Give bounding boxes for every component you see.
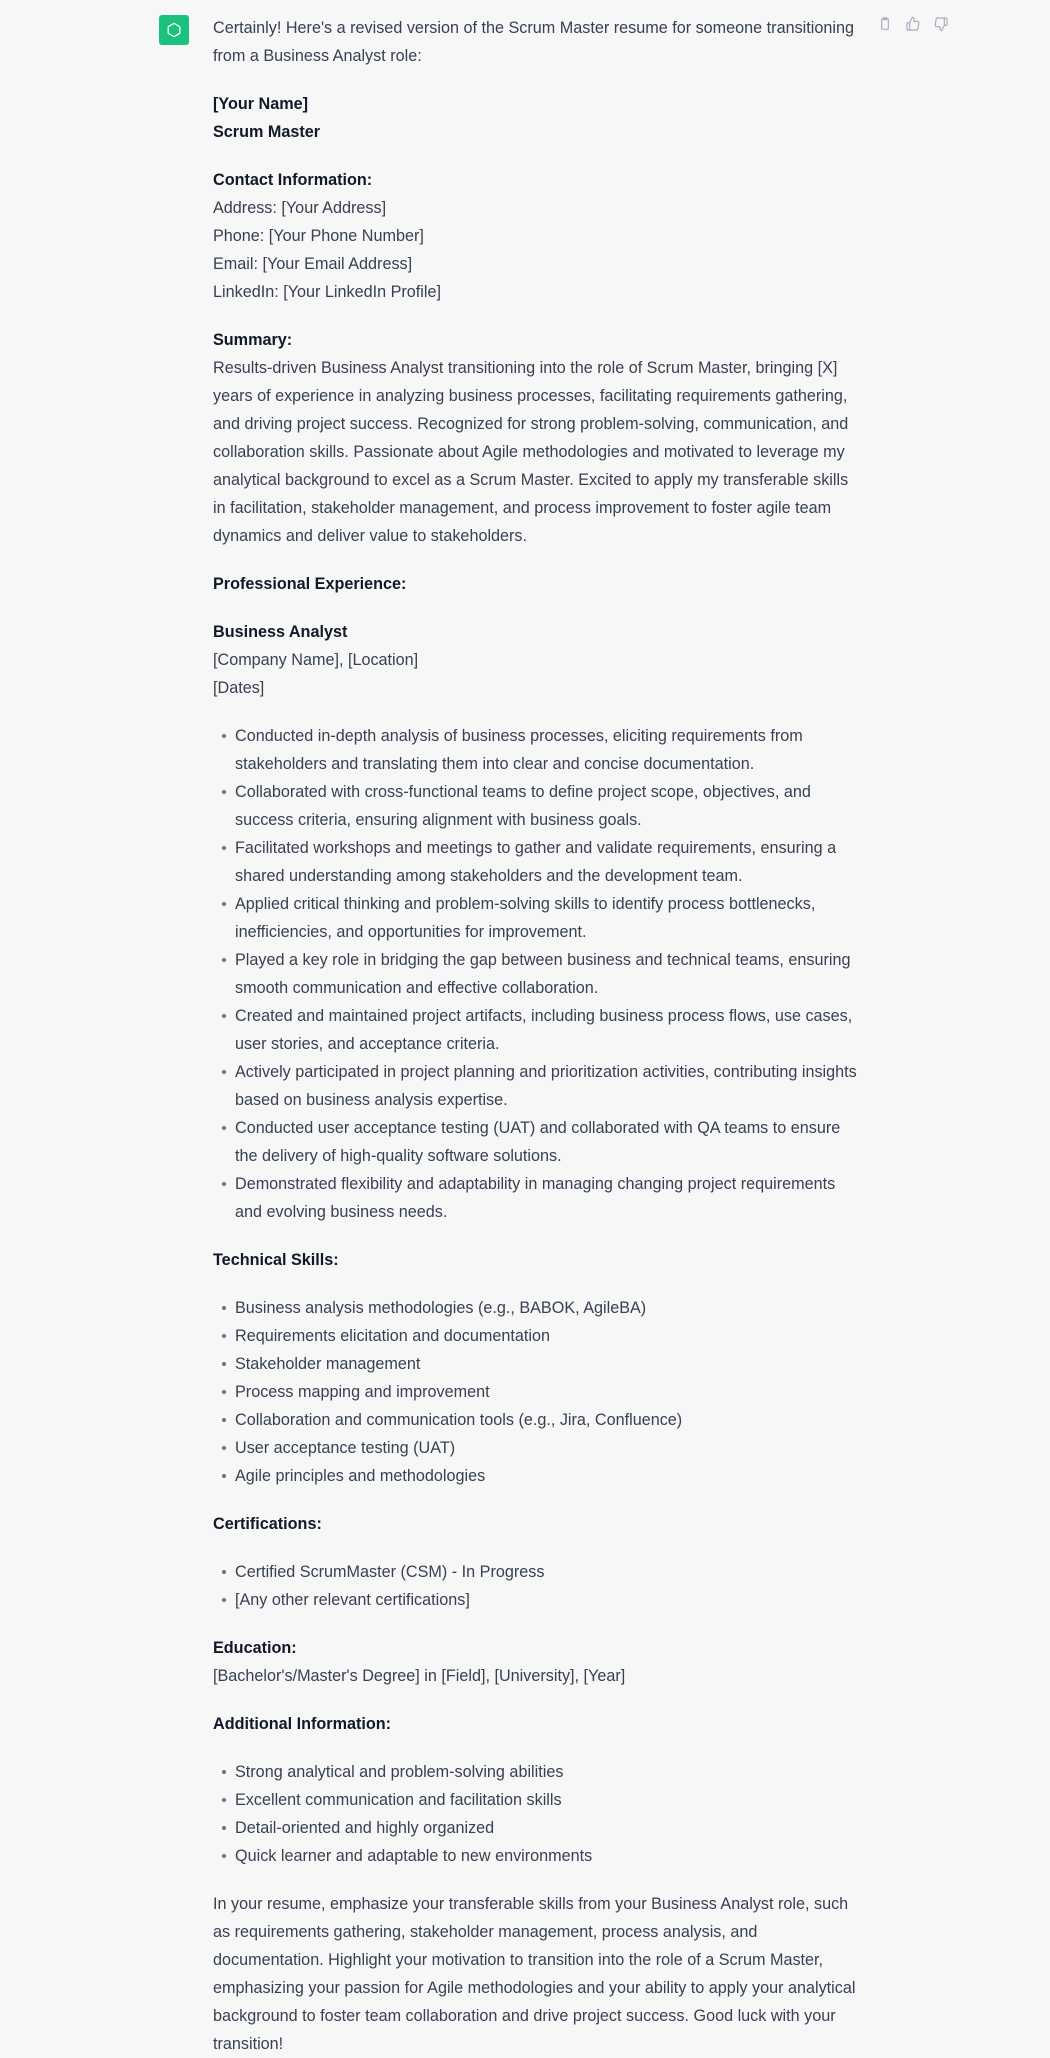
- experience-dates: [Dates]: [213, 679, 265, 697]
- skills-heading: Technical Skills:: [213, 1251, 339, 1269]
- list-item: Detail-oriented and highly organized: [235, 1814, 865, 1842]
- list-item: Certified ScrumMaster (CSM) - In Progress: [235, 1558, 865, 1586]
- skills-list: [213, 1294, 865, 1490]
- list-item: Facilitated workshops and meetings to gather and validate requirements, ensuring a shared understanding among stakeholders and the development team.: [235, 834, 865, 890]
- list-item: User acceptance testing (UAT): [235, 1434, 865, 1462]
- education-text: [Bachelor's/Master's Degree] in [Field], [University], [Year]: [213, 1667, 626, 1685]
- list-item: Excellent communication and facilitation skills: [235, 1786, 865, 1814]
- contact-address: Address: [Your Address]: [213, 199, 387, 217]
- list-item: Collaborated with cross-functional teams to define project scope, objectives, and success criteria, ensuring alignment with business goals.: [235, 778, 865, 834]
- additional-list: [213, 1758, 865, 1870]
- summary-heading: Summary:: [213, 331, 293, 349]
- message-content: [213, 14, 865, 2058]
- experience-company: [Company Name], [Location]: [213, 651, 419, 669]
- list-item: Strong analytical and problem-solving abilities: [235, 1758, 865, 1786]
- contact-linkedin: LinkedIn: [Your LinkedIn Profile]: [213, 283, 441, 301]
- list-item: Created and maintained project artifacts, including business process flows, use cases, user stories, and acceptance criteria.: [235, 1002, 865, 1058]
- contact-section: [213, 166, 865, 306]
- contact-phone: Phone: [Your Phone Number]: [213, 227, 424, 245]
- education-heading: Education:: [213, 1639, 297, 1657]
- list-item: Quick learner and adaptable to new environments: [235, 1842, 865, 1870]
- list-item: [Any other relevant certifications]: [235, 1586, 865, 1614]
- additional-heading: Additional Information:: [213, 1715, 392, 1733]
- contact-email: Email: [Your Email Address]: [213, 255, 413, 273]
- contact-heading: Contact Information:: [213, 171, 373, 189]
- list-item: Actively participated in project planning and prioritization activities, contributing insights based on business analysis expertise.: [235, 1058, 865, 1114]
- list-item: Requirements elicitation and documentation: [235, 1322, 865, 1350]
- list-item: Demonstrated flexibility and adaptability in managing changing project requirements and evolving business needs.: [235, 1170, 865, 1226]
- certifications-heading: Certifications:: [213, 1515, 322, 1533]
- list-item: Process mapping and improvement: [235, 1378, 865, 1406]
- resume-name: [Your Name]: [213, 95, 309, 113]
- experience-role: Business Analyst: [213, 623, 348, 641]
- list-item: Stakeholder management: [235, 1350, 865, 1378]
- openai-logo-icon: [159, 15, 189, 45]
- summary-text: Results-driven Business Analyst transitioning into the role of Scrum Master, bringing [X] years of experience in analyzing business processes, facilitating requirements gathering, and driving project success. Recognized for strong problem-solving, communication, and collaboration skills. Passionate about Agile methodologies and motivated to leverage my analytical background to excel as a Scrum Master. Excited to apply my transferable skills in facilitation, stakeholder management, and process improvement to foster agile team dynamics and deliver value to stakeholders.: [213, 359, 849, 545]
- list-item: Applied critical thinking and problem-solving skills to identify process bottlenecks, inefficiencies, and opportunities for improvement.: [235, 890, 865, 946]
- list-item: Played a key role in bridging the gap between business and technical teams, ensuring smooth communication and effective collaboration.: [235, 946, 865, 1002]
- closing-text: In your resume, emphasize your transferable skills from your Business Analyst role, such as requirements gathering, stakeholder management, process analysis, and documentation. Highlight your motivation to transition into the role of a Scrum Master, emphasizing your passion for Agile methodologies and your ability to apply your analytical background to foster team collaboration and drive project success. Good luck with your transition!: [213, 1895, 856, 2053]
- education-section: [213, 1634, 865, 1690]
- message-actions: [876, 15, 950, 33]
- list-item: Business analysis methodologies (e.g., BABOK, AgileBA): [235, 1294, 865, 1322]
- list-item: Collaboration and communication tools (e.g., Jira, Confluence): [235, 1406, 865, 1434]
- list-item: Conducted in-depth analysis of business processes, eliciting requirements from stakeholders and translating them into clear and concise documentation.: [235, 722, 865, 778]
- thumbs-up-icon[interactable]: [904, 15, 922, 33]
- list-item: Conducted user acceptance testing (UAT) and collaborated with QA teams to ensure the delivery of high-quality software solutions.: [235, 1114, 865, 1170]
- summary-section: [213, 326, 865, 550]
- clipboard-icon[interactable]: [876, 15, 894, 33]
- certifications-list: [213, 1558, 865, 1614]
- intro-text: Certainly! Here's a revised version of the Scrum Master resume for someone transitioning from a Business Analyst role:: [213, 19, 854, 65]
- experience-heading: Professional Experience:: [213, 575, 407, 593]
- experience-entry: [213, 618, 865, 702]
- list-item: Agile principles and methodologies: [235, 1462, 865, 1490]
- experience-bullets: [213, 722, 865, 1226]
- thumbs-down-icon[interactable]: [932, 15, 950, 33]
- resume-title: Scrum Master: [213, 123, 321, 141]
